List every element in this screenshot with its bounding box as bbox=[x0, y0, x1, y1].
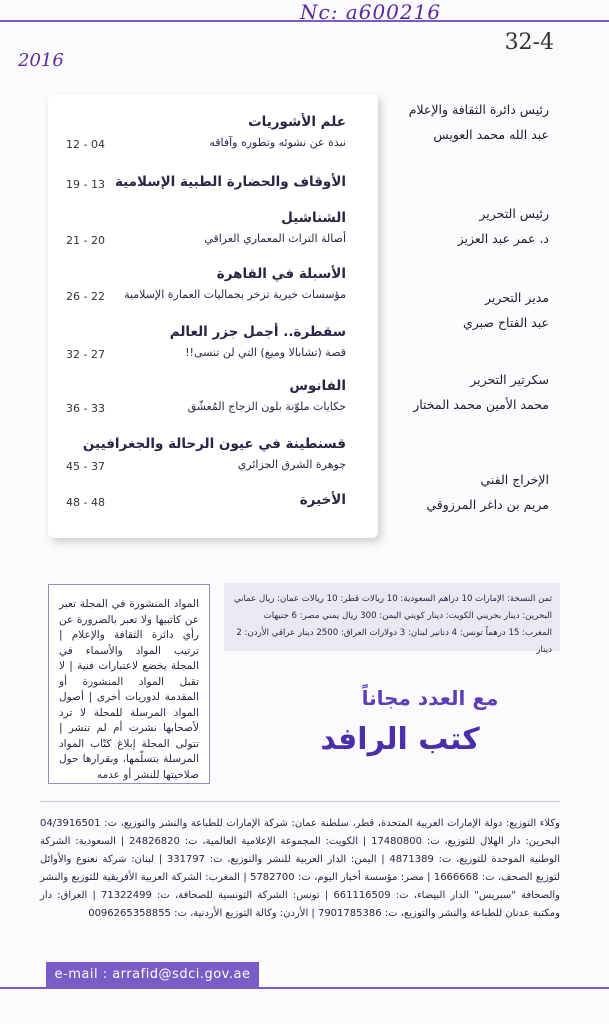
toc-title: قسنطينة في عيون الرحالة والجغرافيين bbox=[82, 436, 346, 452]
disclaimer-box bbox=[48, 584, 210, 784]
toc-pages: 12 - 04 bbox=[66, 138, 105, 151]
table-of-contents bbox=[48, 94, 378, 538]
toc-title: الأسبلة في القاهرة bbox=[216, 266, 346, 282]
staff-entry bbox=[349, 290, 549, 330]
email-link[interactable]: e-mail : arrafid@sdci.gov.ae bbox=[46, 962, 259, 988]
toc-subtitle: أصالة التراث المعماري العراقي bbox=[204, 232, 346, 245]
toc-subtitle: حكايات ملوّنة بلون الزجاج المُعشّق bbox=[187, 400, 346, 413]
disclaimer-text: المواد المنشورة في المجلة تعبر عن كاتبيها ولا تعبر بالضرورة عن رأي دائرة الثقافة والإعلام | ترتيب المواد والأسماء في المجلة يخضع لاعتبارات فنية | لا تقبل المواد المنشورة أو المقدمة لدوريات أخرى | أصول المواد المرسلة للمجلة لا ترد لأصحابها نشرت أم لم تنشر | تتولى المجلة إبلاغ كتّاب المواد المرسلة بتسلّمها، وبقرارها حول صلاحيتها للنشر أو عدمه bbox=[59, 598, 199, 781]
toc-subtitle: نبذة عن نشوئه وتطوره وآفاقه bbox=[209, 136, 346, 149]
distribution-agents: وكلاء التوزيع: دولة الإمارات العربية المتحدة، قطر، سلطنة عمان: شركة الإمارات للطباعة والنشر والتوزيع، ت: 04/3916501 البحرين: دار الهلال للتوزيع، ت: 17480800 | الكويت: المجموعة الإعلامية العالمية، ت: 24826820 | السعودية: الشركة الوطنية الموحدة للتوزيع، ت: 4871389 | اليمن: الدار العربية للنشر والتوزيع، ت: 331797 | لبنان: شركة نعنوع والأوائل لتوزيع الصحف، ت: 1666668 | مصر: مؤسسة أخبار اليوم، ت: 5782700 | المغرب: الشركة العربية الأفريقية للتوزيع والنشر والصحافة "سبريس" الدار البيضاء، ت: 661116509 | تونس: الشركة التونسية للصحافة، ت: 71322499 | العراق: دار ومكتبة عدنان للطباعة والنشر والتوزيع، ت: 7901785386 | الأردن: وكالة التوزيع الأردنية، ت: 0096265358855 bbox=[40, 818, 561, 919]
staff-entry bbox=[349, 472, 549, 512]
toc-title: الشناشيل bbox=[281, 210, 346, 226]
prices-text: ثمن النسخة: الإمارات 10 دراهم السعودية: 10 ريالات قطر: 10 ريالات عمان: ريال عماني البحرين: دينار بحريني الكويت: دينار كويتي اليمن: 300 ريال يمني مصر: 6 جنيهات المغرب: 15 درهماً تونس: 4 دنانير لبنان: 3 دولارات العراق: 2500 دينار عراقي الأردن: 2 دينار bbox=[233, 594, 552, 655]
staff-role: الإخراج الفني bbox=[480, 472, 549, 487]
free-book-title: كتب الرافد bbox=[320, 722, 480, 757]
toc-pages: 36 - 33 bbox=[66, 402, 105, 415]
staff-role: رئيس دائرة الثقافة والإعلام bbox=[408, 102, 549, 117]
free-with-issue-label: مع العدد مجاناً bbox=[361, 686, 499, 710]
toc-title: الفانوس bbox=[289, 378, 346, 394]
staff-name: عبد الله محمد العويس bbox=[433, 127, 549, 142]
staff-name: محمد الأمين محمد المختار bbox=[413, 397, 549, 412]
toc-pages: 32 - 27 bbox=[66, 348, 105, 361]
staff-role: رئيس التحرير bbox=[479, 206, 549, 221]
staff-entry bbox=[349, 206, 549, 246]
toc-subtitle: مؤسسات خيرية تزخر بجماليات العمارة الإسلامية bbox=[124, 288, 346, 301]
toc-pages: 48 - 48 bbox=[66, 496, 105, 509]
toc-title: الأوقاف والحضارة الطبية الإسلامية bbox=[114, 174, 346, 190]
staff-entry bbox=[349, 372, 549, 412]
staff-name: عبد الفتاح صبري bbox=[462, 315, 549, 330]
divider bbox=[40, 801, 560, 802]
toc-subtitle: قصة (تشابالا وميغ) التي لن تنسى!! bbox=[185, 346, 346, 359]
toc-title: الأخيرة bbox=[299, 492, 346, 508]
toc-pages: 19 - 13 bbox=[66, 178, 105, 191]
prices-box bbox=[224, 583, 560, 655]
toc-pages: 45 - 37 bbox=[66, 460, 105, 473]
staff-entry bbox=[349, 102, 549, 142]
staff-role: سكرتير التحرير bbox=[470, 372, 549, 387]
staff-name: مريم بن داغر المرزوقي bbox=[426, 497, 549, 512]
staff-name: د. عمر عبد العزيز bbox=[457, 231, 549, 246]
staff-role: مدير التحرير bbox=[484, 290, 549, 305]
toc-title: علم الأشوريات bbox=[248, 114, 346, 130]
toc-title: سقطرة.. أجمل جزر العالم bbox=[169, 324, 346, 340]
handwritten-page-ref: 32-4 bbox=[504, 30, 554, 55]
handwritten-year: 2016 bbox=[18, 50, 64, 71]
toc-pages: 26 - 22 bbox=[66, 290, 105, 303]
toc-pages: 21 - 20 bbox=[66, 234, 105, 247]
handwritten-number: Nc: a600216 bbox=[300, 0, 442, 24]
toc-subtitle: جوهرة الشرق الجزائري bbox=[237, 458, 346, 471]
